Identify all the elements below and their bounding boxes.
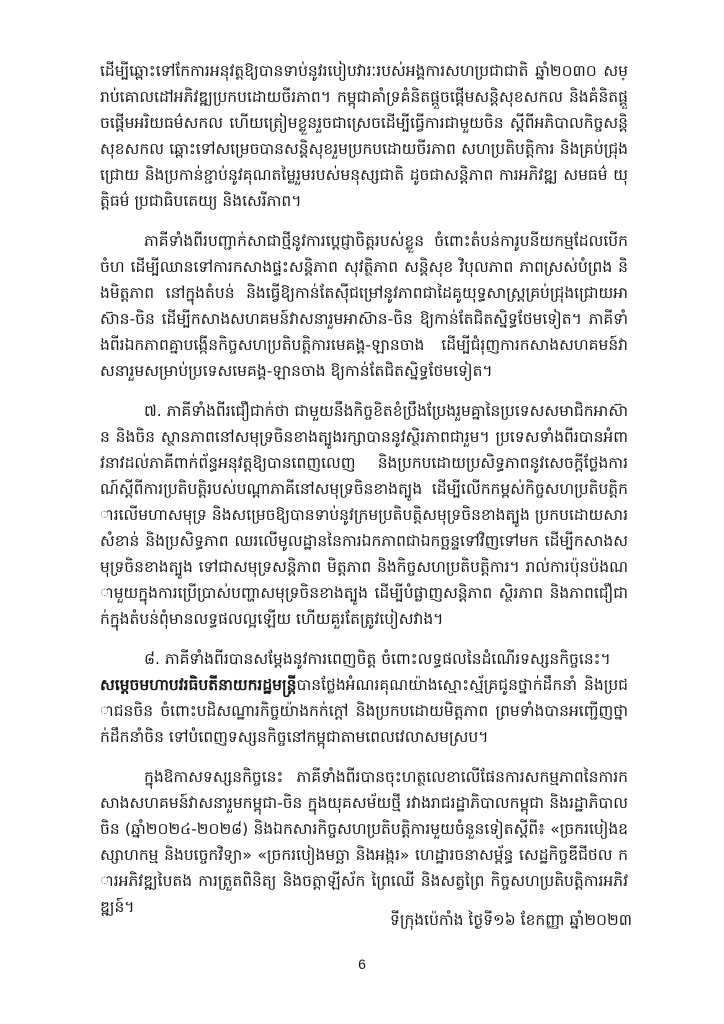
paragraph-text: ដើម្បីឆ្ពោះទៅកែការអនុវត្តឱ្យបានទាប់នូវរបៀបវារៈរបស់អង្គការសហប្រជាជាតិ ឆ្នាំ២០៣០ សម្រាប់គោលដៅអភិវឌ្ឍប្រកបដោយចីរភាព។ កម្ពុជាគាំទ្រគំនិតផ្តួចផ្តើមសន្តិសុខសកល និងគំនិតផ្តួចផ្តើមអរិយធម៌សកល ហើយត្រៀមខ្លួនរួចជាស្រេចដើម្បីធ្វើការជាមួយចិន ស្តីពីអភិបាលកិច្ចសន្តិសុខសកល ឆ្ពោះទៅសម្រេចបានសន្តិសុខរួមប្រកបដោយចីរភាព សហប្រតិបត្តិការ និងគ្រប់ជ្រុងជ្រោយ និងប្រកាន់ខ្ជាប់នូវគុណតម្លៃរួមរបស់មនុស្សជាតិ ដូចជាសន្តិភាព ការអភិវឌ្ឍ សមធម៌ យុត្តិធម៌ ប្រជាធិបតេយ្យ និងសេរីភាព។ xyxy=(100,62,628,210)
page-number: 6 xyxy=(358,956,366,972)
prime-minister-title: សម្តេចមហាបវរធិបតីនាយករដ្ឋមន្ត្រី xyxy=(100,676,297,694)
paragraph-text: ៨. ភាគីទាំងពីរបានសម្តែងនូវការពេញចិត្ត ចំពោះលទ្ធផលនៃដំណើរទស្សនកិច្ចនេះ។ xyxy=(144,650,611,668)
paragraph-text: ៧. ភាគីទាំងពីរជឿជាក់ថា ជាមួយនឹងកិច្ចខិតខំប្រឹងប្រែងរួមគ្នានៃប្រទេសសមាជិកអាស៊ាន និងចិន ស្ថានភាពនៅសមុទ្រចិនខាងត្បូងរក្សាបាននូវស្ថិរភាពជារួម។ ប្រទេសទាំងពីរបានអំពាវនាវដល់ភាគីពាក់ព័ន្ធអនុវត្តឱ្យបានពេញលេញ និងប្រកបដោយប្រសិទ្ធភាពនូវសេចក្តីថ្លែងការណ៍ស្តីពីការប្រតិបត្តិរបស់បណ្តាភាគីនៅសមុទ្រចិនខាងត្បូង ដើម្បីលើកកម្ពស់កិច្ចសហប្រតិបត្តិការលើមហាសមុទ្រ និងសម្រេចឱ្យបានទាប់នូវក្រមប្រតិបត្តិសមុទ្រចិនខាងត្បូង ប្រកបដោយសារសំខាន់ និងប្រសិទ្ធភាព ឈរលើមូលដ្ឋាននៃការឯកភាពជាឯកច្ឆន្ទទៅវិញទៅមក ដើម្បីកសាងសមុទ្រចិនខាងត្បូង ទៅជាសមុទ្រសន្តិភាព មិត្តភាព និងកិច្ចសហប្រតិបត្តិការ។ រាល់ការប៉ុនប៉ងណាមួយក្នុងការប្រើប្រាស់បញ្ហាសមុទ្រចិនខាងត្បូង ដើម្បីបំផ្លាញសន្តិភាព ស្ថិរភាព និងភាពជឿជាក់ក្នុងតំបន់ពុំមានលទ្ធផលល្អឡើយ ហើយគួរតែត្រូវបៀសវាង។ xyxy=(100,402,628,628)
paragraph-8 xyxy=(100,646,628,672)
paragraph-8-continued xyxy=(100,672,628,750)
place-date-line: ទីក្រុងប៉េកាំង ថ្ងៃទី១៦ ខែកញ្ញា ឆ្នាំ២០២៣ xyxy=(390,911,632,929)
paragraph-text: ក្នុងឱកាសទស្សនកិច្ចនេះ ភាគីទាំងពីរបានចុះហត្ថលេខាលើផែនការសកម្មភាពនៃការកសាងសហគមន៍វាសនារួមកម្ពុជា-ចិន ក្នុងយុគសម័យថ្មី រវាងរាជរដ្ឋាភិបាលកម្ពុជា និងរដ្ឋាភិបាលចិន (ឆ្នាំ២០២៤-២០២៨) និងឯកសារកិច្ចសហប្រតិបត្តិការមួយចំនួនទៀតស្តីពី៖ «ច្រករបៀងឧស្សាហកម្ម និងបច្ចេកវិទ្យា» «ច្រករបៀងមច្ឆា និងអង្ករ» ហេដ្ឋារចនាសម្ព័ន្ធ សេដ្ឋកិច្ចឌីជីថល ការអភិវឌ្ឍបៃតង ការត្រួតពិនិត្យ និងចត្តាឡីស័ក ព្រៃឈើ និងសត្វព្រៃ កិច្ចសហប្រតិបត្តិការអភិវឌ្ឍន៍។ xyxy=(100,768,628,916)
paragraph-2 xyxy=(100,228,628,384)
paragraph-1 xyxy=(100,58,628,214)
paragraph-closing xyxy=(100,764,628,920)
paragraph-text: ភាគីទាំងពីរបញ្ជាក់សាជាថ្មីនូវការប្តេជ្ញាចិត្តរបស់ខ្លួន ចំពោះតំបន់ការូបនីយកម្មដែលបើកចំហ ដើម្បីឈានទៅការកសាងផ្ទះសន្តិភាព សុវត្ថិភាព សន្តិសុខ វិបុលភាព ភាពស្រស់បំព្រង និងមិត្តភាព នៅក្នុងតំបន់ និងធ្វើឱ្យកាន់តែស៊ីជម្រៅនូវភាពជាដៃគូយុទ្ធសាស្ត្រគ្រប់ជ្រុងជ្រោយអាស៊ាន-ចិន ដើម្បីកសាងសហគមន៍វាសនារួមអាស៊ាន-ចិន ឱ្យកាន់តែជិតស្និទ្ធថែមទៀត។ ភាគីទាំងពីរឯកភាពគ្នាបង្កើនកិច្ចសហប្រតិបត្តិការមេគង្គ-ឡានចាង ដើម្បីជំរុញការកសាងសហគមន៍វាសនារួមសម្រាប់ប្រទេសមេគង្គ-ឡានចាង ឱ្យកាន់តែជិតស្និទ្ធថែមទៀត។ xyxy=(100,232,628,380)
paragraph-text: បានថ្លែងអំណរគុណយ៉ាងស្មោះស្ម័គ្រជូនថ្នាក់ដឹកនាំ និងប្រជាជនចិន ចំពោះបដិសណ្ឋារកិច្ចយ៉ាងកក់ក្តៅ និងប្រកបដោយមិត្តភាព ព្រមទាំងបានអញ្ជើញថ្នាក់ដឹកនាំចិន ទៅបំពេញទស្សនកិច្ចនៅកម្ពុជាតាមពេលវេលាសមស្រប។ xyxy=(100,676,628,746)
paragraph-7 xyxy=(100,398,628,632)
